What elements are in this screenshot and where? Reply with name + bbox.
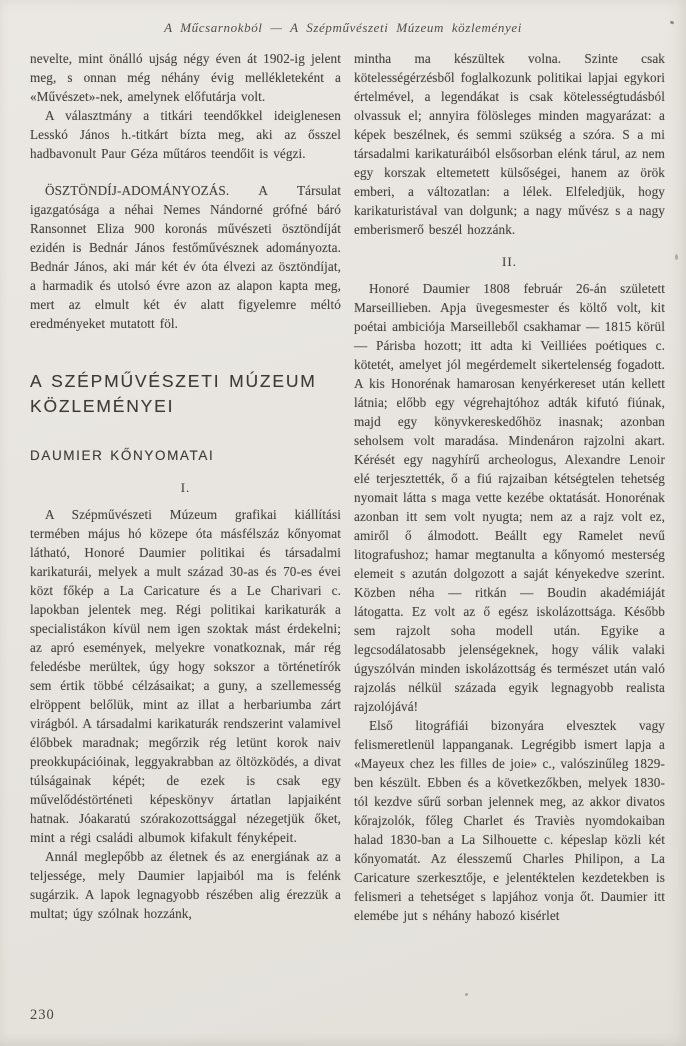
left-column — [30, 49, 341, 925]
paragraph-continued-from-previous-page: nevelte, mint önálló ujság négy éven át 1902-ig jelent meg, s onnan még néhány évig mellékleteként a «Művészet»-nek, amelynek előfutárja volt. — [30, 51, 341, 104]
section-title: A SZÉPMŰVÉSZETI MÚZEUM KÖZLEMÉNYEI — [30, 371, 317, 416]
scan-speck — [675, 254, 678, 260]
paragraph-first-lithographs: Első litográfiái bizonyára elvesztek vagy felismeretlenül lappanganak. Legrégibb ismert lapja a «Mayeux chez les filles de joie» c., valószinűleg 1829-ben készült. Ebben és a következőkben, melyek 1830-tól kezdve sűrű sorban jelennek meg, az akkor divatos kőrajzolók, főleg Charlet és Traviès nyomdokaiban halad 1830-ban a La Silhouette c. képeslap közli két kőnyomatát. Az élesszemű Charles Philipon, a La Caricature szerkesztője, e jelentéktelen kezdetekben is felismeri a tehetséget s lapjához vonja őt. Daumier itt elemébe jut s néhány habozó kisérlet — [354, 718, 665, 923]
paragraph-continued-top-right: mintha ma készültek volna. Szinte csak kötelességérzésből foglalkozunk politikai lapjai egykori értelmével, a legendákat is csak kötelességtudásból olvassuk el; annyira fölösleges minden magyarázat: a képek beszélnek, és semmi szükség a szóra. S a mi társadalmi karikaturáiból elsősorban elénk tárul, az nem egy korszak eltemetett külsőségei, hanem az örök emberi, a változatlan: a lélek. Elfeledjük, hogy karikaturistával van dolgunk; a nagy művész s a nagy emberismerő beszél hozzánk. — [354, 51, 665, 237]
part-numeral-two: II. — [502, 254, 517, 269]
paragraph-secretary-news: A választmány a titkári teendőkkel ideiglenesen Lesskó János h.-titkárt bízta meg, aki az ősszel hadbavonult Paur Géza műtáros teendőit is végzi. — [30, 108, 341, 161]
right-column — [354, 49, 665, 925]
paragraph-vitality: Annál meglepőbb az életnek és az energiának az a teljessége, mely Daumier lapjaiból ma is felénk sugárzik. A lapok legnagyobb részében alig érezzük a multat; úgy szólnak hozzánk, — [30, 849, 341, 921]
paragraph-exhibition: A Szépművészeti Múzeum grafikai kiállítási termében május hó közepe óta másfélszáz kőnyomat látható, Honoré Daumier politikai és társadalmi karikaturái, melyek a mult század 30-as és 70-es évei közt főkép a La Caricature és a Le Charivari c. lapokban jelentek meg. Régi politikai karikaturák a specialistákon kívül nem igen szoktak mást érdekelni; az apró események, melyekre vonatkoznak, már rég feledésbe merültek, úgy hogy sokszor a történetírók sem értik többé célzásaikat; a guny, a szellemesség elröppent belőlük, mint az illat a herbariumba zárt virágból. A társadalmi karikaturák rendszerint valamivel élőbbek maradnak; megőrzik rég letünt korok naiv preokkupációinak, leggyakrabban az öltözködés, a divat túlságainak képét; de ezek is csak egy művelődéstörténeti képeskönyv ártatlan lapjaiként hatnak. Jóakaratú szórakozottsággal nézegetjük őket, mint a régi családi albumok kifakult fényképeit. — [30, 507, 341, 845]
two-column-layout — [0, 36, 686, 925]
scan-speck — [465, 993, 468, 996]
page-number: 230 — [30, 1007, 55, 1023]
paragraph-scholarship-news: ÖSZTÖNDÍJ-ADOMÁNYOZÁS. A Társulat igazgatósága a néhai Nemes Nándorné grófné báró Ransonnet Eliza 900 koronás művészeti ösztöndíját ezidén is Bednár János festőművésznek adományozta. Bednár János, aki már két év óta élvezi az ösztöndíjat, a harmadik és utolsó évre azon az alapon kapta meg, mert az elmult két év alatt figyelemre méltó eredményeket mutatott föl. — [30, 183, 341, 331]
running-header: A Műcsarnokból — A Szépművészeti Múzeum közleményei — [164, 20, 522, 35]
article-title: DAUMIER KŐNYOMATAI — [30, 448, 215, 463]
part-numeral-one: I. — [180, 480, 191, 495]
paragraph-daumier-biography: Honoré Daumier 1808 február 26-án született Marseillieben. Apja üvegesmester és költő volt, kit poétai ambiciója Marseilleből csakhamar — 1815 körül — Párisba hozott; itt adta ki Veilliées poétiques c. kötetét, amelyet jól megérdemelt sikertelenség fogadott. A kis Honorénak hamarosan kenyérkereset után kellett látnia; előbb egy végrehajtóhoz adták kifutó fiúnak, majd egy könyvkereskedőhöz inasnak; azonban seholsem volt maradása. Mindenáron rajzolni akart. Kérését egy nagyhírű archeologus, Alexandre Lenoir elé terjesztették, ő a fiú rajzaiban kétségtelen tehetség nyomait látta s maga vette kezébe oktatását. Honorénak azonban itt sem volt nyugta; nem az a rajz volt ez, amiről ő álmodott. Beállt egy Ramelet nevű litografushoz; hamar megtanulta a kőnyomó mesterség elemeit s azután dolgozott a saját kényekedve szerint. Közben néha — ritkán — Boudin akadémiáját látogatta. Ez volt az ő egész iskolázottsága. Később sem rajzolt soha modell után. Egyike a legcsodálatosabb jelenségeknek, hogy válik valaki úgyszólván minden iskolázottság és természet után való rajzolás nélkül százada egyik legnagyobb realista rajzolójává! — [354, 281, 665, 714]
